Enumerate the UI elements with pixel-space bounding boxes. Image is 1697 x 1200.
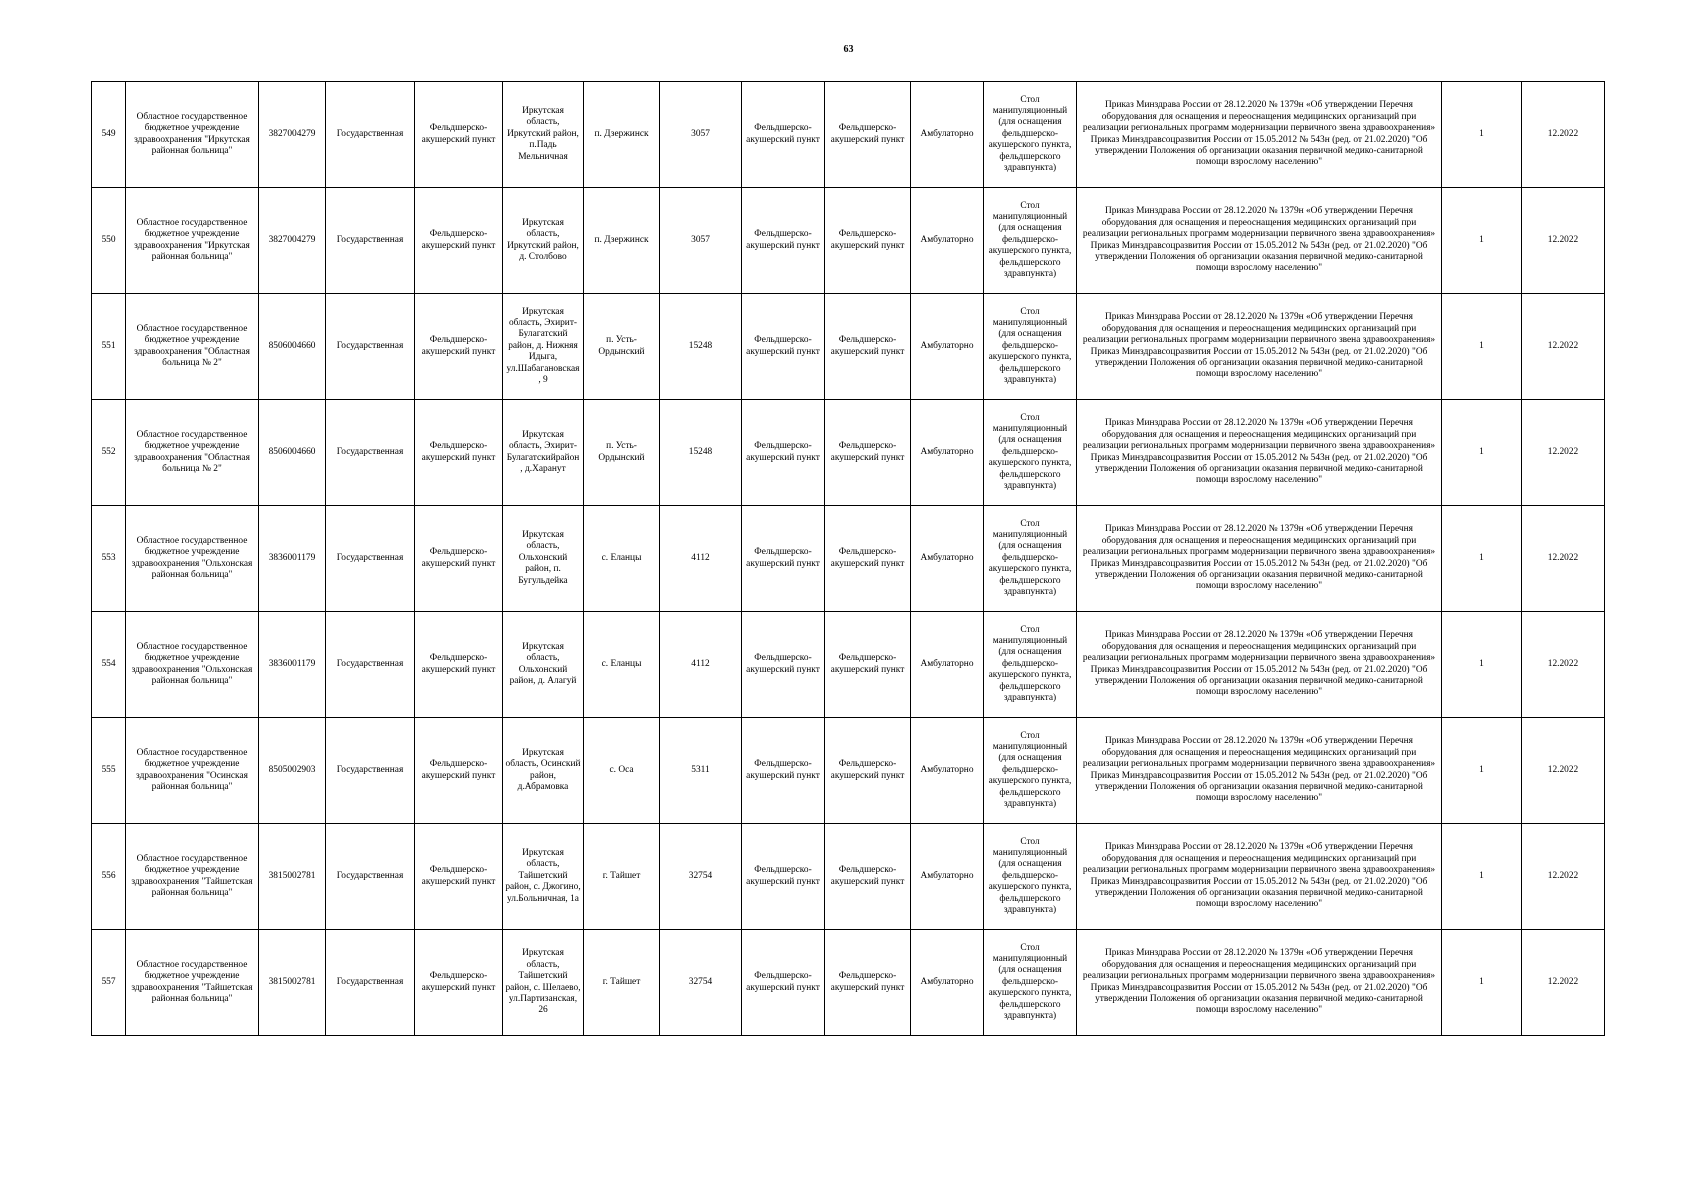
profile-cell: Фельдшерско-акушерский пункт	[825, 612, 911, 718]
facility-type-cell: Фельдшерско-акушерский пункт	[415, 188, 503, 294]
row-number-cell: 553	[92, 506, 126, 612]
locality-cell: п. Усть-Ордынский	[584, 400, 660, 506]
inn-cell: 3815002781	[259, 824, 326, 930]
facility-equipment-table	[91, 81, 1605, 1036]
locality-cell: с. Оса	[584, 718, 660, 824]
ownership-type-cell: Государственная	[326, 930, 415, 1036]
locality-cell: г. Тайшет	[584, 930, 660, 1036]
legal-basis-cell	[1077, 824, 1442, 930]
row-number-cell: 551	[92, 294, 126, 400]
facility-type-cell: Фельдшерско-акушерский пункт	[415, 400, 503, 506]
inn-cell: 8506004660	[259, 294, 326, 400]
unit-cell: Фельдшерско-акушерский пункт	[742, 82, 825, 188]
table-row	[92, 82, 1605, 188]
unit-cell: Фельдшерско-акушерский пункт	[742, 506, 825, 612]
equipment-cell: Стол манипуляционный (для оснащения фельдшерско-акушерского пункта, фельдшерского здравпункта)	[984, 188, 1077, 294]
legal-basis-cell	[1077, 506, 1442, 612]
organization-cell: Областное государственное бюджетное учреждение здравоохранения "Ольхонская районная больница"	[126, 612, 259, 718]
legal-basis-order-543n: Приказ Минздравсоцразвития России от 15.05.2012 № 543н (ред. от 21.02.2020) "Об утверждении Положения об организации оказания первичной медико-санитарной помощи взрослому населению"	[1090, 876, 1428, 910]
deadline-cell: 12.2022	[1522, 188, 1605, 294]
population-cell: 3057	[660, 82, 742, 188]
profile-cell: Фельдшерско-акушерский пункт	[825, 82, 911, 188]
organization-cell: Областное государственное бюджетное учреждение здравоохранения "Иркутская районная больница"	[126, 188, 259, 294]
quantity-cell: 1	[1442, 188, 1522, 294]
row-number-cell: 552	[92, 400, 126, 506]
facility-type-cell: Фельдшерско-акушерский пункт	[415, 294, 503, 400]
facility-type-cell: Фельдшерско-акушерский пункт	[415, 82, 503, 188]
care-form-cell: Амбулаторно	[911, 188, 984, 294]
deadline-cell: 12.2022	[1522, 294, 1605, 400]
unit-cell: Фельдшерско-акушерский пункт	[742, 188, 825, 294]
table-row	[92, 718, 1605, 824]
legal-basis-order-1379n: Приказ Минздрава России от 28.12.2020 № 1379н «Об утверждении Перечня оборудования для оснащения и переоснащения медицинских организаций при реализации региональных программ модернизации первичного звена здравоохранения»	[1082, 312, 1436, 346]
care-form-cell: Амбулаторно	[911, 612, 984, 718]
address-cell: Иркутская область, Тайшетский район, с. Джогино, ул.Больничная, 1а	[503, 824, 584, 930]
ownership-type-cell: Государственная	[326, 400, 415, 506]
table-row	[92, 506, 1605, 612]
legal-basis-cell	[1077, 82, 1442, 188]
equipment-cell: Стол манипуляционный (для оснащения фельдшерско-акушерского пункта, фельдшерского здравпункта)	[984, 718, 1077, 824]
quantity-cell: 1	[1442, 506, 1522, 612]
profile-cell: Фельдшерско-акушерский пункт	[825, 506, 911, 612]
legal-basis-order-1379n: Приказ Минздрава России от 28.12.2020 № 1379н «Об утверждении Перечня оборудования для оснащения и переоснащения медицинских организаций при реализации региональных программ модернизации первичного звена здравоохранения»	[1082, 948, 1436, 982]
locality-cell: с. Еланцы	[584, 506, 660, 612]
legal-basis-cell	[1077, 930, 1442, 1036]
equipment-cell: Стол манипуляционный (для оснащения фельдшерско-акушерского пункта, фельдшерского здравпункта)	[984, 506, 1077, 612]
legal-basis-cell	[1077, 718, 1442, 824]
ownership-type-cell: Государственная	[326, 612, 415, 718]
facility-type-cell: Фельдшерско-акушерский пункт	[415, 718, 503, 824]
unit-cell: Фельдшерско-акушерский пункт	[742, 294, 825, 400]
ownership-type-cell: Государственная	[326, 294, 415, 400]
unit-cell: Фельдшерско-акушерский пункт	[742, 612, 825, 718]
ownership-type-cell: Государственная	[326, 718, 415, 824]
address-cell: Иркутская область, Иркутский район, п.Падь Мельничная	[503, 82, 584, 188]
table-body	[92, 82, 1605, 1036]
inn-cell: 3836001179	[259, 506, 326, 612]
deadline-cell: 12.2022	[1522, 930, 1605, 1036]
inn-cell: 8506004660	[259, 400, 326, 506]
equipment-cell: Стол манипуляционный (для оснащения фельдшерско-акушерского пункта, фельдшерского здравпункта)	[984, 294, 1077, 400]
quantity-cell: 1	[1442, 612, 1522, 718]
profile-cell: Фельдшерско-акушерский пункт	[825, 294, 911, 400]
organization-cell: Областное государственное бюджетное учреждение здравоохранения "Осинская районная больница"	[126, 718, 259, 824]
address-cell: Иркутская область, Осинский район, д.Абрамовка	[503, 718, 584, 824]
locality-cell: п. Дзержинск	[584, 82, 660, 188]
care-form-cell: Амбулаторно	[911, 930, 984, 1036]
equipment-cell: Стол манипуляционный (для оснащения фельдшерско-акушерского пункта, фельдшерского здравпункта)	[984, 82, 1077, 188]
deadline-cell: 12.2022	[1522, 82, 1605, 188]
deadline-cell: 12.2022	[1522, 506, 1605, 612]
address-cell: Иркутская область, Ольхонский район, д. Алагуй	[503, 612, 584, 718]
ownership-type-cell: Государственная	[326, 82, 415, 188]
care-form-cell: Амбулаторно	[911, 82, 984, 188]
legal-basis-order-1379n: Приказ Минздрава России от 28.12.2020 № 1379н «Об утверждении Перечня оборудования для оснащения и переоснащения медицинских организаций при реализации региональных программ модернизации первичного звена здравоохранения»	[1082, 524, 1436, 558]
profile-cell: Фельдшерско-акушерский пункт	[825, 930, 911, 1036]
legal-basis-order-543n: Приказ Минздравсоцразвития России от 15.05.2012 № 543н (ред. от 21.02.2020) "Об утверждении Положения об организации оказания первичной медико-санитарной помощи взрослому населению"	[1090, 558, 1428, 592]
population-cell: 3057	[660, 188, 742, 294]
care-form-cell: Амбулаторно	[911, 506, 984, 612]
deadline-cell: 12.2022	[1522, 824, 1605, 930]
equipment-cell: Стол манипуляционный (для оснащения фельдшерско-акушерского пункта, фельдшерского здравпункта)	[984, 930, 1077, 1036]
population-cell: 5311	[660, 718, 742, 824]
legal-basis-order-543n: Приказ Минздравсоцразвития России от 15.05.2012 № 543н (ред. от 21.02.2020) "Об утверждении Положения об организации оказания первичной медико-санитарной помощи взрослому населению"	[1090, 452, 1428, 486]
profile-cell: Фельдшерско-акушерский пункт	[825, 188, 911, 294]
legal-basis-cell	[1077, 294, 1442, 400]
legal-basis-order-543n: Приказ Минздравсоцразвития России от 15.05.2012 № 543н (ред. от 21.02.2020) "Об утверждении Положения об организации оказания первичной медико-санитарной помощи взрослому населению"	[1090, 240, 1428, 274]
table-row	[92, 400, 1605, 506]
legal-basis-cell	[1077, 612, 1442, 718]
facility-type-cell: Фельдшерско-акушерский пункт	[415, 506, 503, 612]
unit-cell: Фельдшерско-акушерский пункт	[742, 824, 825, 930]
legal-basis-order-1379n: Приказ Минздрава России от 28.12.2020 № 1379н «Об утверждении Перечня оборудования для оснащения и переоснащения медицинских организаций при реализации региональных программ модернизации первичного звена здравоохранения»	[1082, 100, 1436, 134]
care-form-cell: Амбулаторно	[911, 718, 984, 824]
population-cell: 15248	[660, 400, 742, 506]
quantity-cell: 1	[1442, 82, 1522, 188]
profile-cell: Фельдшерско-акушерский пункт	[825, 718, 911, 824]
legal-basis-order-1379n: Приказ Минздрава России от 28.12.2020 № 1379н «Об утверждении Перечня оборудования для оснащения и переоснащения медицинских организаций при реализации региональных программ модернизации первичного звена здравоохранения»	[1082, 630, 1436, 664]
quantity-cell: 1	[1442, 824, 1522, 930]
legal-basis-order-543n: Приказ Минздравсоцразвития России от 15.05.2012 № 543н (ред. от 21.02.2020) "Об утверждении Положения об организации оказания первичной медико-санитарной помощи взрослому населению"	[1090, 664, 1428, 698]
legal-basis-cell	[1077, 400, 1442, 506]
population-cell: 15248	[660, 294, 742, 400]
inn-cell: 8505002903	[259, 718, 326, 824]
facility-type-cell: Фельдшерско-акушерский пункт	[415, 930, 503, 1036]
address-cell: Иркутская область, Тайшетский район, с. Шелаево, ул.Партизанская, 26	[503, 930, 584, 1036]
unit-cell: Фельдшерско-акушерский пункт	[742, 718, 825, 824]
organization-cell: Областное государственное бюджетное учреждение здравоохранения "Областная больница № 2"	[126, 400, 259, 506]
deadline-cell: 12.2022	[1522, 718, 1605, 824]
table-row	[92, 824, 1605, 930]
ownership-type-cell: Государственная	[326, 506, 415, 612]
population-cell: 4112	[660, 506, 742, 612]
legal-basis-order-543n: Приказ Минздравсоцразвития России от 15.05.2012 № 543н (ред. от 21.02.2020) "Об утверждении Положения об организации оказания первичной медико-санитарной помощи взрослому населению"	[1090, 346, 1428, 380]
care-form-cell: Амбулаторно	[911, 824, 984, 930]
legal-basis-cell	[1077, 188, 1442, 294]
quantity-cell: 1	[1442, 400, 1522, 506]
organization-cell: Областное государственное бюджетное учреждение здравоохранения "Тайшетская районная больница"	[126, 824, 259, 930]
address-cell: Иркутская область, Иркутский район, д. Столбово	[503, 188, 584, 294]
population-cell: 32754	[660, 824, 742, 930]
quantity-cell: 1	[1442, 294, 1522, 400]
row-number-cell: 557	[92, 930, 126, 1036]
page-number: 63	[843, 44, 854, 55]
facility-type-cell: Фельдшерско-акушерский пункт	[415, 824, 503, 930]
deadline-cell: 12.2022	[1522, 612, 1605, 718]
legal-basis-order-1379n: Приказ Минздрава России от 28.12.2020 № 1379н «Об утверждении Перечня оборудования для оснащения и переоснащения медицинских организаций при реализации региональных программ модернизации первичного звена здравоохранения»	[1082, 842, 1436, 876]
row-number-cell: 555	[92, 718, 126, 824]
table-row	[92, 612, 1605, 718]
organization-cell: Областное государственное бюджетное учреждение здравоохранения "Иркутская районная больница"	[126, 82, 259, 188]
locality-cell: с. Еланцы	[584, 612, 660, 718]
locality-cell: г. Тайшет	[584, 824, 660, 930]
locality-cell: п. Усть-Ордынский	[584, 294, 660, 400]
unit-cell: Фельдшерско-акушерский пункт	[742, 930, 825, 1036]
inn-cell: 3827004279	[259, 188, 326, 294]
population-cell: 32754	[660, 930, 742, 1036]
equipment-cell: Стол манипуляционный (для оснащения фельдшерско-акушерского пункта, фельдшерского здравпункта)	[984, 824, 1077, 930]
ownership-type-cell: Государственная	[326, 188, 415, 294]
legal-basis-order-1379n: Приказ Минздрава России от 28.12.2020 № 1379н «Об утверждении Перечня оборудования для оснащения и переоснащения медицинских организаций при реализации региональных программ модернизации первичного звена здравоохранения»	[1082, 418, 1436, 452]
table-row	[92, 294, 1605, 400]
care-form-cell: Амбулаторно	[911, 294, 984, 400]
address-cell: Иркутская область, Эхирит-Булагатский район, д. Нижняя Идыга, ул.Шабагановская , 9	[503, 294, 584, 400]
table-row	[92, 188, 1605, 294]
organization-cell: Областное государственное бюджетное учреждение здравоохранения "Областная больница № 2"	[126, 294, 259, 400]
legal-basis-order-1379n: Приказ Минздрава России от 28.12.2020 № 1379н «Об утверждении Перечня оборудования для оснащения и переоснащения медицинских организаций при реализации региональных программ модернизации первичного звена здравоохранения»	[1082, 736, 1436, 770]
row-number-cell: 550	[92, 188, 126, 294]
table-row	[92, 930, 1605, 1036]
deadline-cell: 12.2022	[1522, 400, 1605, 506]
profile-cell: Фельдшерско-акушерский пункт	[825, 400, 911, 506]
row-number-cell: 556	[92, 824, 126, 930]
row-number-cell: 554	[92, 612, 126, 718]
address-cell: Иркутская область, Ольхонский район, п. Бугульдейка	[503, 506, 584, 612]
care-form-cell: Амбулаторно	[911, 400, 984, 506]
legal-basis-order-543n: Приказ Минздравсоцразвития России от 15.05.2012 № 543н (ред. от 21.02.2020) "Об утверждении Положения об организации оказания первичной медико-санитарной помощи взрослому населению"	[1090, 134, 1428, 168]
equipment-cell: Стол манипуляционный (для оснащения фельдшерско-акушерского пункта, фельдшерского здравпункта)	[984, 400, 1077, 506]
facility-type-cell: Фельдшерско-акушерский пункт	[415, 612, 503, 718]
legal-basis-order-1379n: Приказ Минздрава России от 28.12.2020 № 1379н «Об утверждении Перечня оборудования для оснащения и переоснащения медицинских организаций при реализации региональных программ модернизации первичного звена здравоохранения»	[1082, 206, 1436, 240]
row-number-cell: 549	[92, 82, 126, 188]
ownership-type-cell: Государственная	[326, 824, 415, 930]
locality-cell: п. Дзержинск	[584, 188, 660, 294]
profile-cell: Фельдшерско-акушерский пункт	[825, 824, 911, 930]
equipment-cell: Стол манипуляционный (для оснащения фельдшерско-акушерского пункта, фельдшерского здравпункта)	[984, 612, 1077, 718]
unit-cell: Фельдшерско-акушерский пункт	[742, 400, 825, 506]
organization-cell: Областное государственное бюджетное учреждение здравоохранения "Тайшетская районная больница"	[126, 930, 259, 1036]
inn-cell: 3827004279	[259, 82, 326, 188]
quantity-cell: 1	[1442, 718, 1522, 824]
address-cell: Иркутская область, Эхирит-Булагатскийрайон , д.Харанут	[503, 400, 584, 506]
legal-basis-order-543n: Приказ Минздравсоцразвития России от 15.05.2012 № 543н (ред. от 21.02.2020) "Об утверждении Положения об организации оказания первичной медико-санитарной помощи взрослому населению"	[1090, 982, 1428, 1016]
population-cell: 4112	[660, 612, 742, 718]
organization-cell: Областное государственное бюджетное учреждение здравоохранения "Ольхонская районная больница"	[126, 506, 259, 612]
legal-basis-order-543n: Приказ Минздравсоцразвития России от 15.05.2012 № 543н (ред. от 21.02.2020) "Об утверждении Положения об организации оказания первичной медико-санитарной помощи взрослому населению"	[1090, 770, 1428, 804]
inn-cell: 3815002781	[259, 930, 326, 1036]
inn-cell: 3836001179	[259, 612, 326, 718]
quantity-cell: 1	[1442, 930, 1522, 1036]
